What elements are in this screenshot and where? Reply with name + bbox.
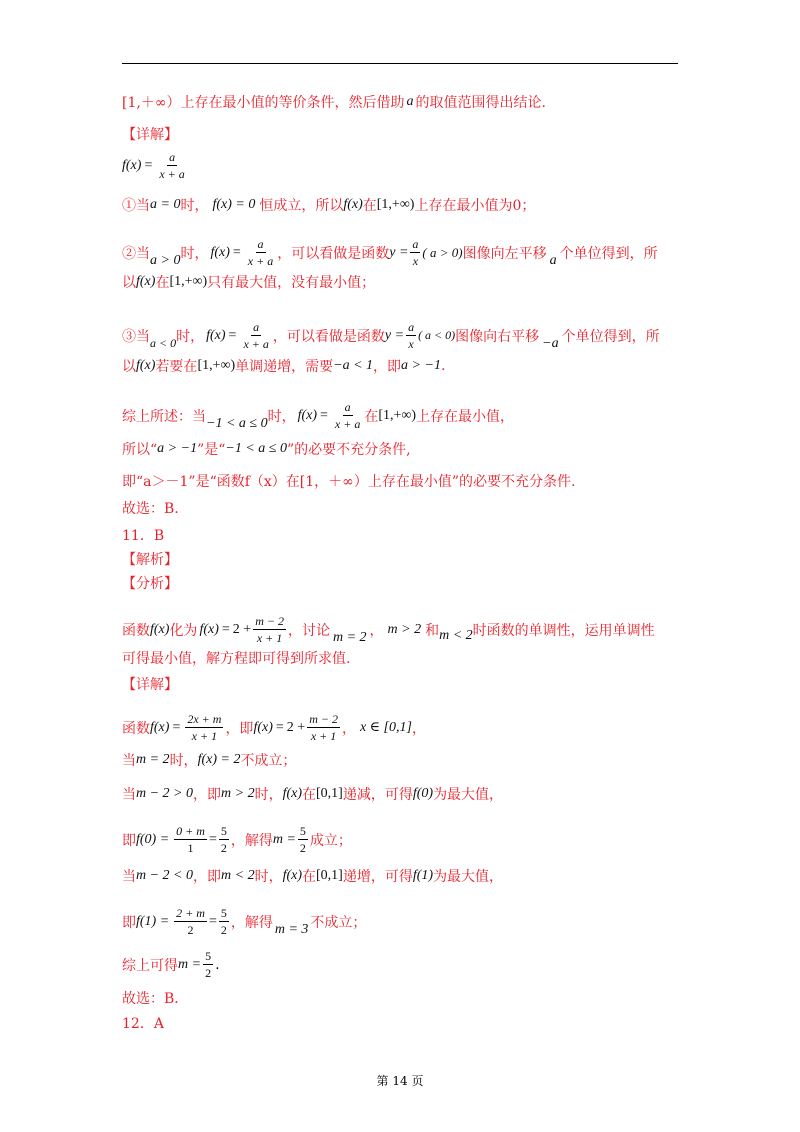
numerator: 5 bbox=[220, 906, 227, 920]
ie-line: 即“a＞－1”是“函数f（x）在[1，＋∞）上存在最小值”的必要不充分条件. bbox=[122, 474, 576, 490]
math: m = 2 bbox=[136, 752, 170, 767]
math: [1,+∞) bbox=[169, 274, 208, 289]
fraction bbox=[185, 712, 223, 743]
summary-line bbox=[122, 400, 514, 431]
denominator: 2 bbox=[299, 841, 306, 855]
text: 时， bbox=[267, 408, 296, 425]
text: 若要在 bbox=[155, 359, 198, 375]
math: f(x) bbox=[199, 621, 219, 637]
detail-11-line-2 bbox=[122, 750, 296, 770]
math: m − 2 < 0 bbox=[136, 868, 194, 883]
detail-11-line-5 bbox=[122, 866, 503, 886]
math: f(x) bbox=[136, 274, 156, 289]
numerator: 2x + m bbox=[187, 712, 222, 726]
detail-11-line-1 bbox=[122, 712, 426, 743]
text: ，即 bbox=[225, 720, 254, 737]
math: [0,1] bbox=[316, 786, 343, 801]
math: a > 0 bbox=[150, 252, 181, 268]
fraction bbox=[203, 949, 213, 980]
denominator: 1 bbox=[187, 841, 194, 855]
numerator: a bbox=[257, 237, 264, 251]
math: f(x) bbox=[206, 327, 226, 343]
math: f(x) = 0 bbox=[212, 197, 256, 212]
math: 2 + bbox=[286, 719, 306, 735]
text: ，讨论 bbox=[287, 622, 330, 639]
numerator: m − 2 bbox=[309, 712, 338, 726]
math: f(x) bbox=[282, 868, 303, 883]
numerator: 2 + m bbox=[176, 906, 205, 920]
text: 不成立； bbox=[310, 914, 367, 931]
math-a: a bbox=[406, 94, 414, 109]
text: ，即 bbox=[373, 359, 402, 375]
math: m − 2 > 0 bbox=[136, 786, 194, 801]
math: m > 2 bbox=[387, 621, 422, 637]
math: f(x) bbox=[253, 719, 273, 735]
math: f(x) bbox=[150, 719, 170, 735]
text: 时， bbox=[176, 328, 205, 345]
text: 所以“ bbox=[122, 442, 158, 458]
denominator: x bbox=[412, 254, 419, 268]
analysis-11-line-2: 可得最小值，解方程即可得到所求值. bbox=[122, 651, 351, 667]
math: f(1) = bbox=[136, 913, 170, 929]
detail-11-line-3 bbox=[122, 784, 503, 804]
case-2-cont bbox=[122, 272, 375, 292]
page-number: 第 14 页 bbox=[376, 1074, 424, 1088]
text: 时， bbox=[254, 869, 283, 885]
math: = bbox=[228, 327, 237, 343]
question-12-answer: 12．A bbox=[122, 1016, 164, 1032]
text: 化为 bbox=[169, 622, 198, 639]
text: 时， bbox=[180, 245, 209, 262]
fraction bbox=[157, 150, 186, 181]
math: a bbox=[549, 252, 557, 268]
case-1 bbox=[122, 195, 535, 215]
denominator: x + 1 bbox=[256, 631, 283, 645]
text: 时函数的单调性，运用单调性 bbox=[472, 622, 655, 639]
numerator: a bbox=[169, 150, 176, 164]
text: 当 bbox=[122, 869, 136, 885]
fraction bbox=[406, 320, 416, 351]
text: 上存在最小值， bbox=[416, 408, 515, 425]
text: ， bbox=[411, 720, 426, 737]
math: = bbox=[275, 719, 284, 735]
text: 成立； bbox=[309, 832, 352, 849]
section-heading-analysis: 【解析】 bbox=[122, 552, 178, 568]
math: f(x) = 2 bbox=[197, 752, 241, 767]
text: 在 bbox=[364, 408, 379, 425]
math: a = 0 bbox=[150, 197, 181, 212]
numerator: a bbox=[344, 400, 351, 414]
fraction bbox=[174, 906, 207, 937]
numerator: 0 + m bbox=[176, 824, 205, 838]
math: = bbox=[208, 831, 217, 847]
math: = bbox=[221, 621, 230, 637]
text: 恒成立，所以 bbox=[259, 198, 344, 214]
math: −1 < a ≤ 0 bbox=[225, 441, 287, 456]
analysis-line-1 bbox=[122, 92, 546, 112]
text: [1,＋∞）上存在最小值的等价条件，然后借助 bbox=[122, 95, 405, 111]
math-fx: f(x) bbox=[122, 157, 142, 173]
math: [0,1] bbox=[316, 868, 343, 883]
text: 以 bbox=[122, 275, 136, 291]
text: 在 bbox=[302, 869, 317, 885]
math: f(x) bbox=[282, 786, 303, 801]
section-heading-detail-2: 【详解】 bbox=[122, 677, 178, 693]
text: 为最大值， bbox=[433, 869, 504, 885]
math: m = 3 bbox=[274, 921, 309, 937]
text: 函数 bbox=[122, 622, 150, 639]
text: ”的必要不充分条件, bbox=[286, 442, 411, 458]
math: m = bbox=[178, 956, 202, 972]
text: ，可以看做是函数 bbox=[272, 328, 385, 345]
math: m < 2 bbox=[221, 868, 255, 883]
answer-10: 故选：B. bbox=[122, 501, 179, 517]
math: y = bbox=[384, 327, 405, 343]
denominator: x + a bbox=[247, 254, 274, 268]
text: 时， bbox=[254, 787, 283, 803]
math: f(1) bbox=[412, 868, 434, 883]
math: y = bbox=[389, 244, 409, 260]
text: 以 bbox=[122, 359, 136, 375]
math-eq: = bbox=[144, 157, 153, 173]
text: 和 bbox=[425, 622, 440, 639]
math: a < 0 bbox=[150, 336, 177, 350]
math: f(x) bbox=[210, 244, 230, 260]
text: ，即 bbox=[193, 787, 222, 803]
math: m < 2 bbox=[439, 627, 473, 643]
denominator: x + a bbox=[159, 167, 185, 181]
math: f(0) bbox=[412, 786, 434, 801]
so-line bbox=[122, 439, 411, 459]
text: 图像向左平移 bbox=[462, 245, 547, 262]
math: [1,+∞) bbox=[197, 358, 236, 373]
math: [1,+∞) bbox=[376, 197, 415, 212]
fraction bbox=[241, 320, 270, 351]
text: ， bbox=[341, 720, 356, 737]
text: 在 bbox=[362, 198, 377, 214]
math: ( a < 0) bbox=[418, 328, 456, 342]
text: 综上所述：当 bbox=[122, 408, 206, 425]
denominator: 2 bbox=[205, 966, 212, 980]
numerator: a bbox=[408, 320, 415, 334]
case-3 bbox=[122, 320, 660, 351]
formula-fx bbox=[122, 150, 189, 181]
math: = bbox=[320, 407, 328, 423]
math: f(x) bbox=[150, 621, 170, 637]
case-2 bbox=[122, 237, 658, 268]
denominator: x bbox=[408, 337, 414, 351]
math: = bbox=[208, 913, 217, 929]
math: −1 < a ≤ 0 bbox=[206, 415, 268, 431]
text: 为最大值， bbox=[433, 787, 504, 803]
math: [1,+∞) bbox=[378, 407, 417, 423]
text: 递减，可得 bbox=[342, 787, 413, 803]
text: ，即 bbox=[193, 869, 222, 885]
math: −a bbox=[542, 335, 559, 351]
fraction bbox=[253, 614, 286, 645]
fraction bbox=[219, 824, 229, 855]
text: 函数 bbox=[122, 720, 150, 737]
section-heading-fenxi: 【分析】 bbox=[122, 576, 178, 592]
math: a > −1 bbox=[157, 441, 198, 456]
denominator: 2 bbox=[220, 923, 227, 937]
math: −a < 1 bbox=[333, 358, 374, 373]
numerator: 5 bbox=[205, 949, 212, 963]
text: 递增，可得 bbox=[342, 869, 413, 885]
math: ( a > 0) bbox=[422, 244, 463, 260]
case-3-cont bbox=[122, 356, 445, 376]
denominator: x + 1 bbox=[310, 729, 337, 743]
math: x ∈ [0,1] bbox=[359, 720, 412, 735]
math: f(x) bbox=[343, 197, 363, 212]
text: 在 bbox=[155, 275, 170, 291]
text: 图像向右平移 bbox=[455, 328, 540, 345]
text: ，解得 bbox=[230, 832, 273, 849]
header-rule bbox=[122, 63, 678, 64]
text: ， bbox=[369, 622, 384, 639]
math: f(0) = bbox=[136, 831, 170, 847]
text: 单调递增，需要 bbox=[235, 359, 334, 375]
analysis-11-line-1 bbox=[122, 614, 655, 645]
text: ②当 bbox=[122, 245, 150, 262]
detail-11-line-4 bbox=[122, 824, 352, 855]
text: ”是“ bbox=[197, 442, 226, 458]
fraction bbox=[333, 400, 362, 431]
denominator: 2 bbox=[220, 841, 227, 855]
text: 即 bbox=[122, 914, 136, 931]
math: f(x) bbox=[297, 407, 318, 423]
numerator: a bbox=[412, 237, 419, 251]
fraction bbox=[307, 712, 340, 743]
text: 当 bbox=[122, 787, 136, 803]
question-11-answer: 11．B bbox=[122, 528, 165, 544]
text: . bbox=[215, 956, 220, 973]
text: . bbox=[440, 358, 446, 374]
text: 即 bbox=[122, 832, 136, 849]
numerator: a bbox=[253, 320, 260, 334]
math: = bbox=[172, 719, 181, 735]
detail-11-line-7 bbox=[122, 949, 220, 980]
text: 当 bbox=[122, 753, 136, 769]
math: m = bbox=[272, 831, 296, 847]
math: a > −1 bbox=[401, 358, 441, 373]
fraction bbox=[410, 237, 420, 268]
math: = bbox=[232, 244, 241, 260]
math: f(x) bbox=[136, 358, 156, 373]
text: 不成立； bbox=[240, 753, 297, 769]
fraction bbox=[246, 237, 275, 268]
fraction bbox=[174, 824, 207, 855]
text: 在 bbox=[302, 787, 317, 803]
text: 个单位得到，所 bbox=[559, 245, 658, 262]
math: 2 + bbox=[232, 621, 252, 637]
answer-11: 故选：B． bbox=[122, 991, 189, 1007]
text: 综上可得 bbox=[122, 957, 178, 974]
text: 时， bbox=[169, 753, 198, 769]
fraction bbox=[298, 824, 308, 855]
denominator: x + a bbox=[243, 337, 269, 351]
numerator: 5 bbox=[220, 824, 227, 838]
denominator: x + a bbox=[334, 417, 361, 431]
text: ①当 bbox=[122, 198, 150, 214]
text: ，可以看做是函数 bbox=[277, 245, 390, 262]
text: 上存在最小值为0； bbox=[414, 198, 536, 214]
text: 只有最大值，没有最小值； bbox=[207, 275, 376, 291]
detail-11-line-6 bbox=[122, 906, 366, 937]
denominator: x + 1 bbox=[191, 729, 218, 743]
math: m = 2 bbox=[332, 629, 367, 645]
text: ③当 bbox=[122, 328, 150, 345]
fraction bbox=[219, 906, 229, 937]
numerator: m − 2 bbox=[255, 614, 284, 628]
text: 个单位得到，所 bbox=[561, 328, 660, 345]
math: m > 2 bbox=[221, 786, 255, 801]
text: ，解得 bbox=[230, 914, 273, 931]
section-heading-detail: 【详解】 bbox=[122, 127, 178, 143]
text: 的取值范围得出结论. bbox=[415, 95, 546, 111]
text: 时， bbox=[180, 198, 209, 214]
numerator: 5 bbox=[299, 824, 306, 838]
denominator: 2 bbox=[187, 923, 194, 937]
